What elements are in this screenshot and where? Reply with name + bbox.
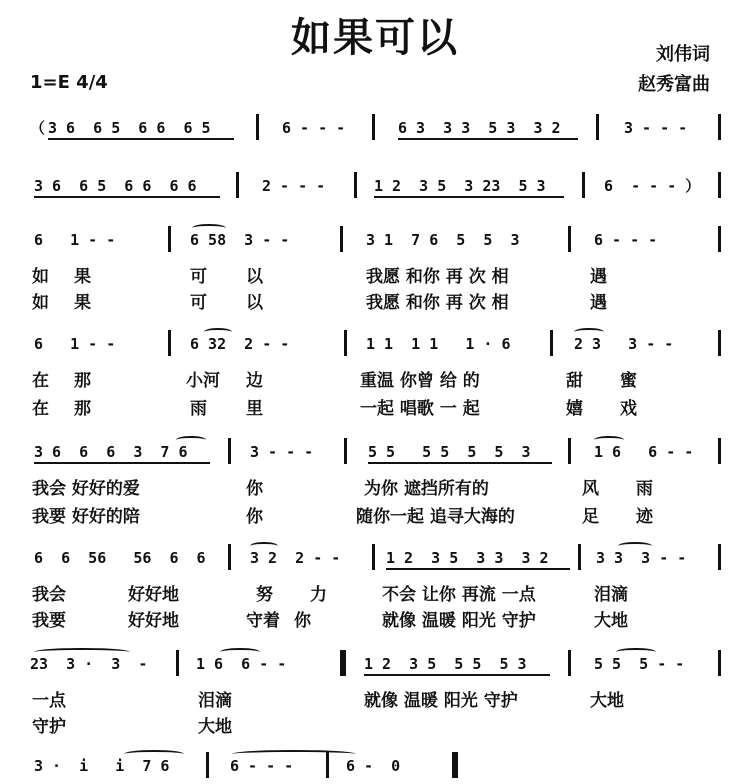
- lyric-word: 如: [32, 293, 49, 313]
- lyric-word: 戏: [620, 399, 637, 419]
- note-group: 1 1 1 1 1 · 6: [366, 335, 511, 353]
- lyric-word: 大地: [198, 717, 232, 737]
- lyric-word: 果: [74, 293, 91, 313]
- song-title: 如果可以: [291, 14, 459, 61]
- repeat-bar-line: [340, 650, 346, 676]
- note-group: 1 2 3 5 3 23 5 3: [374, 177, 546, 195]
- note-group: 6 32 2 - -: [190, 335, 290, 353]
- note-group: 6 - - -: [594, 231, 658, 249]
- lyric-word: 就像 温暖 阳光 守护: [364, 691, 518, 711]
- lyric-word: 以: [246, 267, 263, 287]
- score-line-5: [0, 442, 750, 470]
- bar-line: [340, 226, 343, 252]
- note-group: 1 6 6 - -: [594, 443, 694, 461]
- bar-line: [206, 752, 209, 778]
- note-group: 3 6 6 5 6 6 6 6: [34, 177, 197, 195]
- lyric-word: 好好地: [128, 585, 179, 605]
- lyric-word: 力: [310, 585, 327, 605]
- lyric-line-2: [0, 394, 750, 418]
- lyric-word: 那: [74, 371, 91, 391]
- note-group: 3 1 7 6 5 5 3: [366, 231, 520, 249]
- lyric-word: 努: [256, 585, 273, 605]
- lyric-word: 泪滴: [594, 585, 628, 605]
- lyric-word: 可: [190, 293, 207, 313]
- note-group: 6 1 - -: [34, 231, 116, 249]
- note-group: 2 3 3 - -: [574, 335, 674, 353]
- note-group: 3 3 3 - -: [596, 549, 687, 567]
- note-group: 6 - - - ）: [604, 177, 701, 195]
- lyric-line-2: [0, 606, 750, 630]
- bar-line: [718, 650, 721, 676]
- lyric-word: 为你 遮挡所有的: [364, 479, 489, 499]
- slur: [574, 328, 604, 336]
- note-group: 2 - - -: [262, 177, 326, 195]
- lyric-line-1: [0, 262, 750, 286]
- beam-underline: [386, 568, 570, 570]
- lyric-word: 可: [190, 267, 207, 287]
- slur: [220, 648, 260, 656]
- bar-line: [568, 438, 571, 464]
- lyric-word: 里: [246, 399, 263, 419]
- lyric-word: 你: [246, 479, 263, 499]
- bar-line: [228, 438, 231, 464]
- lyric-word: 风: [582, 479, 599, 499]
- lyric-word: 我愿 和你 再 次 相: [366, 293, 509, 313]
- bar-line: [578, 544, 581, 570]
- note-group: 6 6 56 56 6 6: [34, 549, 206, 567]
- note-group: 1 2 3 5 3 3 3 2: [386, 549, 549, 567]
- lyric-word: 守护: [32, 717, 66, 737]
- score-line-2: [0, 176, 750, 204]
- lyric-word: 就像 温暖 阳光 守护: [382, 611, 536, 631]
- slur: [34, 648, 130, 656]
- note-group: 6 - - -: [230, 757, 294, 775]
- lyric-word: 一点: [32, 691, 66, 711]
- note-group: 5 5 5 5 5 5 3: [368, 443, 531, 461]
- beam-underline: [364, 674, 550, 676]
- beam-underline: [368, 462, 552, 464]
- bar-line: [228, 544, 231, 570]
- lyric-line-2: [0, 288, 750, 312]
- bar-line: [372, 544, 375, 570]
- beam-underline: [48, 138, 234, 140]
- lyric-word: 雨: [190, 399, 207, 419]
- lyric-word: 足: [582, 507, 599, 527]
- score-line-8: [0, 756, 750, 784]
- note-group: 3 6 6 6 3 7 6: [34, 443, 188, 461]
- beam-underline: [34, 462, 210, 464]
- beam-underline: [398, 138, 578, 140]
- bar-line: [168, 330, 171, 356]
- bar-line: [236, 172, 239, 198]
- lyric-word: 重温 你曾 给 的: [360, 371, 480, 391]
- lyric-word: 在: [32, 371, 49, 391]
- bar-line: [168, 226, 171, 252]
- lyric-word: 大地: [594, 611, 628, 631]
- note-group: 1 6 6 - -: [196, 655, 287, 673]
- note-group: 6 3 3 3 5 3 3 2: [398, 119, 561, 137]
- beam-underline: [34, 196, 220, 198]
- lyric-word: 好好地: [128, 611, 179, 631]
- score-line-6: [0, 548, 750, 576]
- bar-line: [344, 438, 347, 464]
- lyric-word: 小河: [186, 371, 220, 391]
- bar-line: [568, 650, 571, 676]
- lyric-word: 遇: [590, 293, 607, 313]
- note-group: 5 5 5 - -: [594, 655, 685, 673]
- lyric-word: 那: [74, 399, 91, 419]
- lyric-word: 甜: [566, 371, 583, 391]
- lyric-line-1: [0, 366, 750, 390]
- bar-line: [718, 438, 721, 464]
- bar-line: [344, 330, 347, 356]
- bar-line: [550, 330, 553, 356]
- bar-line: [718, 544, 721, 570]
- lyric-word: 如: [32, 267, 49, 287]
- slur: [618, 542, 652, 550]
- lyric-word: 泪滴: [198, 691, 232, 711]
- bar-line: [568, 226, 571, 252]
- lyric-word: 我愿 和你 再 次 相: [366, 267, 509, 287]
- slur: [176, 436, 206, 444]
- lyric-word: 果: [74, 267, 91, 287]
- slur: [250, 542, 278, 550]
- lyric-word: 你: [246, 507, 263, 527]
- slur: [616, 648, 656, 656]
- bar-line: [718, 330, 721, 356]
- score-line-3: [0, 230, 750, 258]
- lyric-word: 遇: [590, 267, 607, 287]
- bar-line: [176, 650, 179, 676]
- lyric-word: 我会: [32, 585, 66, 605]
- note-group: 3 6 6 5 6 6 6 5: [48, 119, 211, 137]
- lyric-word: 雨: [636, 479, 653, 499]
- lyric-word: 蜜: [620, 371, 637, 391]
- note-group: 3 - - -: [250, 443, 314, 461]
- lyric-word: 随你一起 追寻大海的: [356, 507, 515, 527]
- lyric-line-2: [0, 502, 750, 526]
- bar-line: [718, 114, 721, 140]
- lyric-word: 守着: [246, 611, 280, 631]
- bar-line: [372, 114, 375, 140]
- note-group: 23 3 · 3 -: [30, 655, 148, 673]
- final-bar-line: [452, 752, 458, 778]
- slur: [192, 224, 226, 232]
- lyric-word: 我要 好好的陪: [32, 507, 140, 527]
- lyric-line-1: [0, 474, 750, 498]
- slur: [594, 436, 624, 444]
- note-group: 6 1 - -: [34, 335, 116, 353]
- lyric-word: 在: [32, 399, 49, 419]
- note-group: 6 - - -: [282, 119, 346, 137]
- note-group: 1 2 3 5 5 5 5 3: [364, 655, 527, 673]
- bar-line: [718, 226, 721, 252]
- note-group: 6 - 0: [346, 757, 401, 775]
- bar-line: [582, 172, 585, 198]
- note-group: 6 58 3 - -: [190, 231, 290, 249]
- score-line-1: [0, 118, 750, 146]
- lyricist-credit: 刘伟词: [656, 44, 710, 65]
- lyric-word: 一起 唱歌 一 起: [360, 399, 480, 419]
- lyric-word: 边: [246, 371, 263, 391]
- note-group: 3 2 2 - -: [250, 549, 341, 567]
- score-line-4: [0, 334, 750, 362]
- lyric-word: 以: [246, 293, 263, 313]
- slur: [204, 328, 232, 336]
- note-group: 3 - - -: [624, 119, 688, 137]
- beam-underline: [374, 196, 564, 198]
- key-signature: 1=E 4/4: [30, 72, 108, 93]
- bar-line: [596, 114, 599, 140]
- bar-line: [718, 172, 721, 198]
- note-group: （: [30, 119, 46, 137]
- slur: [232, 750, 356, 758]
- lyric-line-1: [0, 580, 750, 604]
- lyric-line-1: [0, 686, 750, 710]
- lyric-word: 我要: [32, 611, 66, 631]
- lyric-word: 我会 好好的爱: [32, 479, 140, 499]
- bar-line: [256, 114, 259, 140]
- lyric-word: 大地: [590, 691, 624, 711]
- composer-credit: 赵秀富曲: [638, 74, 710, 95]
- bar-line: [326, 752, 329, 778]
- lyric-word: 迹: [636, 507, 653, 527]
- lyric-line-2: [0, 712, 750, 736]
- score-line-7: [0, 654, 750, 682]
- slur: [124, 750, 184, 758]
- lyric-word: 嬉: [566, 399, 583, 419]
- lyric-word: 不会 让你 再流 一点: [382, 585, 536, 605]
- bar-line: [354, 172, 357, 198]
- note-group: 3 · i i 7 6: [34, 757, 170, 775]
- lyric-word: 你: [294, 611, 311, 631]
